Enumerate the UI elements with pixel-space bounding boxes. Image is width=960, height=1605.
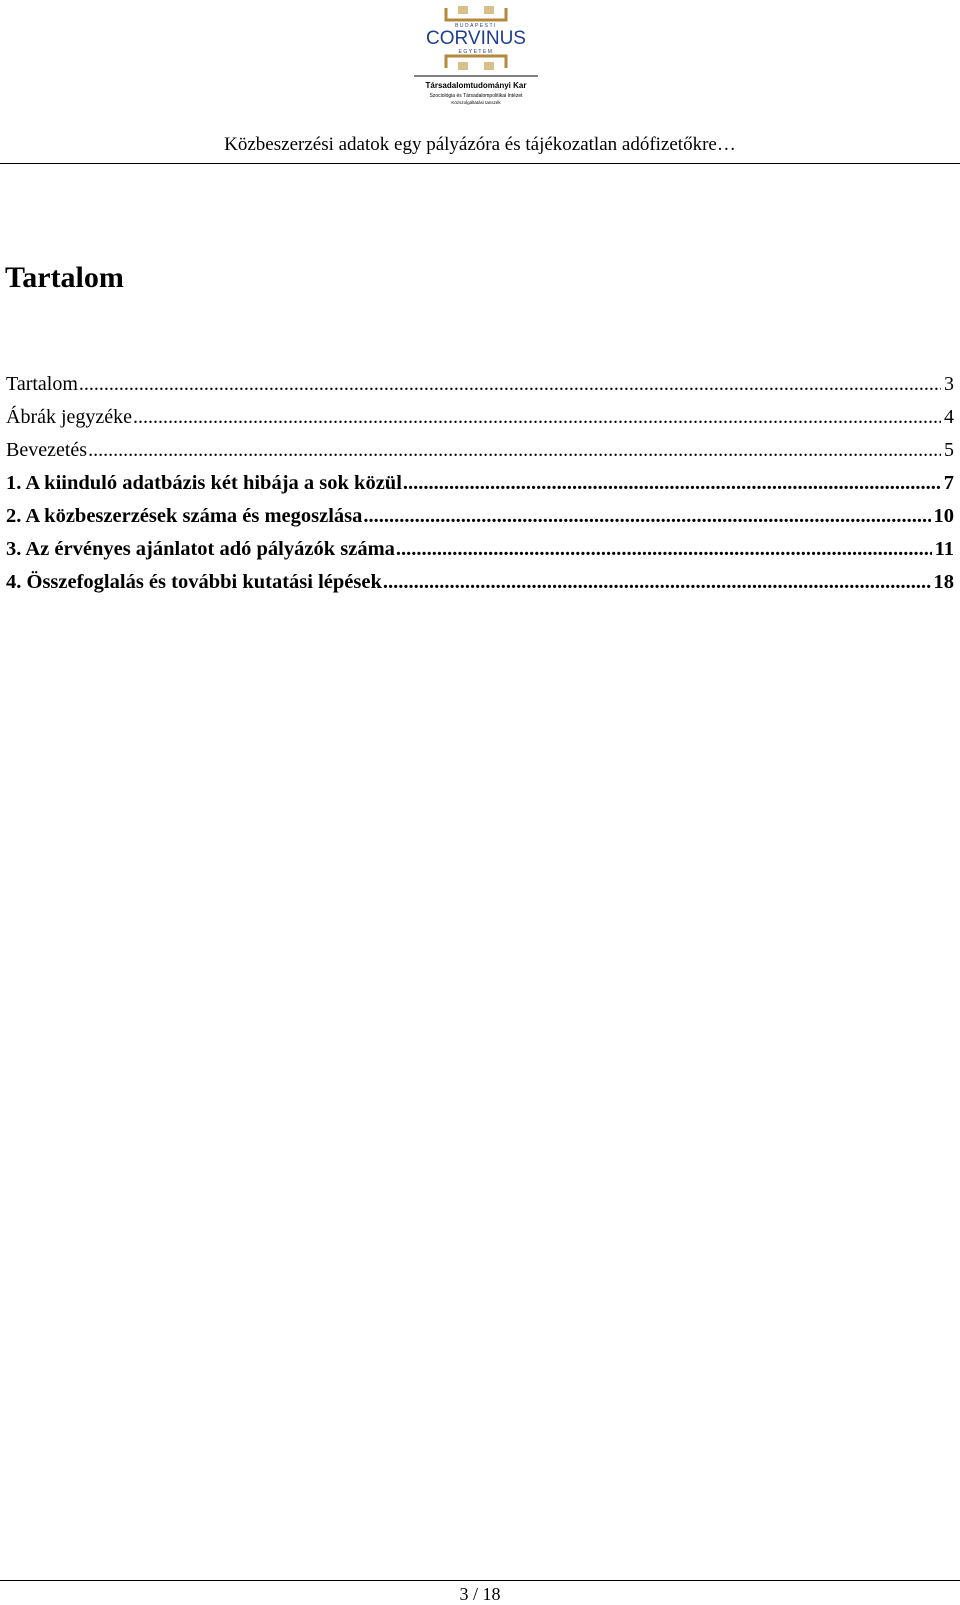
toc-entry-title[interactable]: 3. Az érvényes ajánlatot adó pályázók száma [6,538,395,560]
toc-entry-title[interactable]: Tartalom [6,373,78,395]
toc-entry[interactable] [6,500,954,533]
toc-entry[interactable] [6,467,954,500]
toc-entry-page[interactable]: 5 [944,439,954,461]
toc-dot-leader [396,533,932,566]
toc-entry[interactable] [6,434,954,467]
logo-faculty: Társadalomtudományi Kar [425,81,527,90]
toc-entry-page[interactable]: 7 [943,472,954,494]
toc-dot-leader [383,566,931,599]
toc-dot-leader [363,500,930,533]
toc-entry[interactable] [6,368,954,401]
toc-entry-title[interactable]: 1. A kiinduló adatbázis két hibája a sok közül [6,472,402,494]
footer-divider [0,1580,960,1581]
logo-name: CORVINUS [426,28,526,49]
toc-entry-title[interactable]: 4. Összefoglalás és további kutatási lépések [6,571,382,593]
page-number: 3 / 18 [459,1584,501,1604]
toc-dot-leader [403,467,941,500]
corvinus-logo [408,4,544,108]
logo-top-text: BUDAPESTI [455,23,497,29]
toc-heading: Tartalom [5,261,124,294]
toc-dot-leader [79,368,941,401]
running-title: Közbeszerzési adatok egy pályázóra és tájékozatlan adófizetőkre… [224,134,736,155]
toc-entry-page[interactable]: 3 [944,373,954,395]
toc-entry-title[interactable]: Ábrák jegyzéke [6,406,133,428]
toc-entry-page[interactable]: 11 [934,538,954,560]
toc-dot-leader [88,434,941,467]
toc-entry-title[interactable]: Bevezetés [6,439,88,461]
toc-entry-page[interactable]: 4 [944,406,954,428]
toc-entry[interactable] [6,533,954,566]
toc-entry[interactable] [6,566,954,599]
table-of-contents [6,368,954,599]
logo-sub-text: EGYETEM [458,49,494,55]
logo-institute: Szociológia és Társadalompolitikai Intézet [429,93,523,99]
toc-entry-title[interactable]: 2. A közbeszerzések száma és megoszlása [6,505,363,527]
logo-department: Közszolgáltatási tanszék [451,100,501,105]
toc-dot-leader [133,401,941,434]
toc-entry-page[interactable]: 10 [933,505,954,527]
toc-entry[interactable] [6,401,954,434]
header-divider [0,163,960,164]
toc-entry-page[interactable]: 18 [933,571,954,593]
